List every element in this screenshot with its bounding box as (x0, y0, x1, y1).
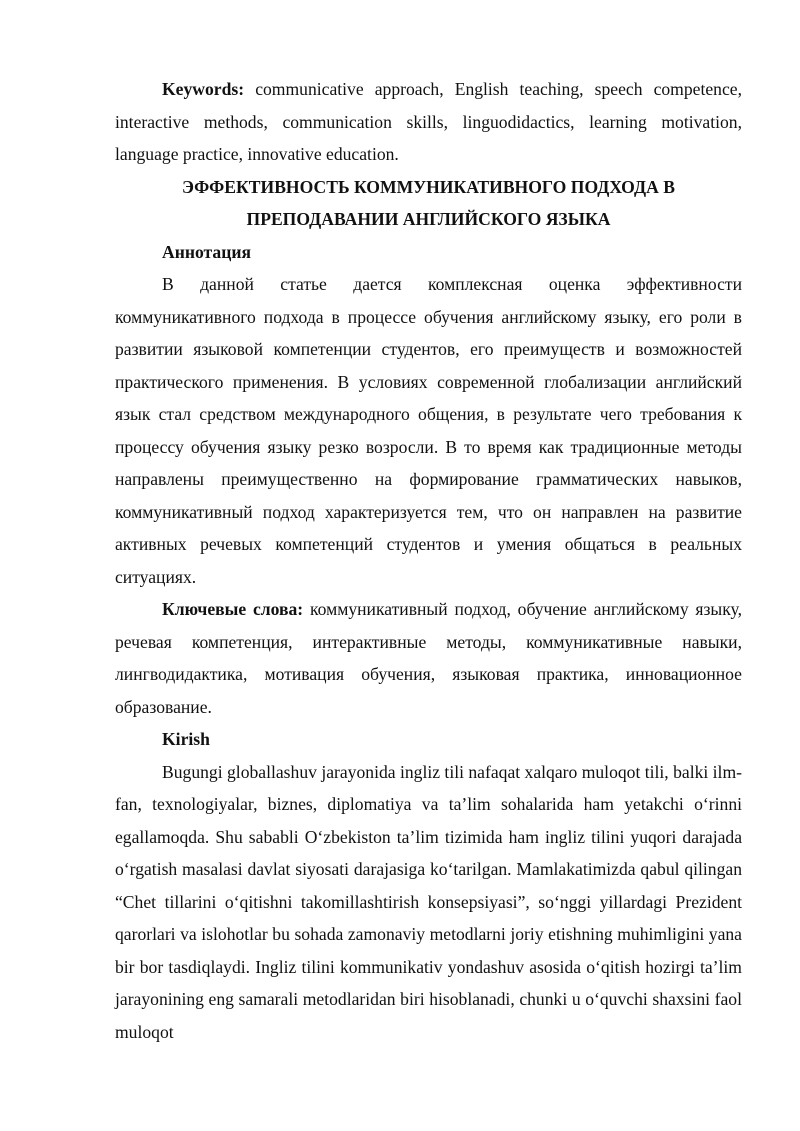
english-keywords-text: communicative approach, English teaching, speech competence, interactive methods, communication skills, linguodidactics, learning motivation, language practice, innovative education. (115, 79, 742, 164)
annotation-paragraph: В данной статье дается комплексная оценка эффективности коммуникативного подхода в процессе обучения английскому языку, его роли в развитии языковой компетенции студентов, его преимуществ и возможностей практического применения. В условиях современной глобализации английский язык стал средством международного общения, в результате чего требования к процессу обучения языку резко возросли. В то время как традиционные методы направлены преимущественно на формирование грамматических навыков, коммуникативный подход характеризуется тем, что он направлен на развитие активных речевых компетенций студентов и умения общаться в реальных ситуациях. (115, 274, 742, 587)
russian-keywords-paragraph (115, 593, 742, 723)
english-keywords-paragraph (115, 73, 742, 171)
annotation-heading: Аннотация (162, 241, 251, 262)
introduction-paragraph: Bugungi globallashuv jarayonida ingliz tili nafaqat xalqaro muloqot tili, balki ilm-fan, texnologiyalar, biznes, diplomatiya va ta’lim sohalarida ham yetakchi o‘rinni egallamoqda. Shu sababli O‘zbekiston ta’lim tizimida ham ingliz tilini yuqori darajada o‘rgatish masalasi davlat siyosati darajasiga ko‘tarilgan. Mamlakatimizda qabul qilingan “Chet tillarini o‘qitishni takomillashtirish konsepsiyasi”, so‘nggi yillardagi Prezident qarorlari va islohotlar bu sohada zamonaviy metodlarni joriy etishning muhimligini yana bir bor tasdiqlaydi. Ingliz tilini kommunikativ yondashuv asosida o‘qitish hozirgi ta’lim jarayonining eng samarali metodlaridan biri hisoblanadi, chunki u o‘quvchi shaxsini faol muloqot (115, 761, 742, 1042)
english-keywords-label: Keywords: (162, 79, 245, 99)
russian-keywords-text: коммуникативный подход, обучение английскому языку, речевая компетенция, интерактивные методы, коммуникативные навыки, лингводидактика, мотивация обучения, языковая практика, инновационное образование. (115, 599, 742, 717)
russian-article-title (115, 171, 742, 236)
russian-title-line-2: ПРЕПОДАВАНИИ АНГЛИЙСКОГО ЯЗЫКА (246, 209, 611, 229)
russian-title-line-1: ЭФФЕКТИВНОСТЬ КОММУНИКАТИВНОГО ПОДХОДА В (182, 176, 675, 197)
russian-keywords-label: Ключевые слова: (162, 599, 304, 619)
introduction-heading: Kirish (162, 729, 210, 749)
